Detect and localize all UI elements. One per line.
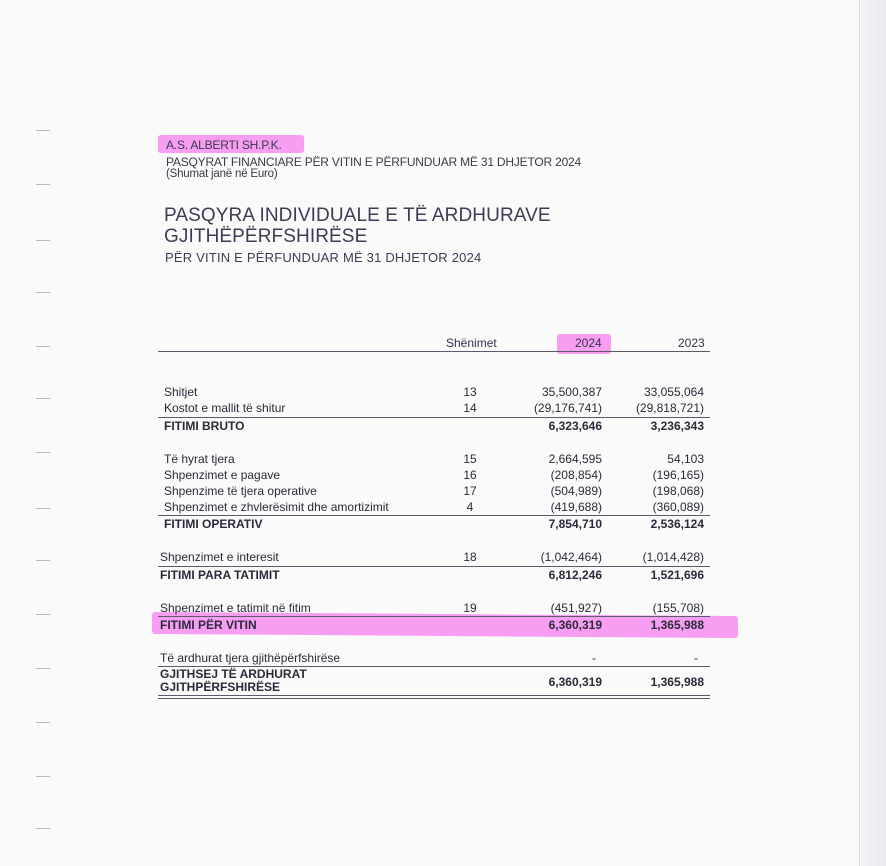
row-rule (158, 417, 710, 418)
row-value-2024: 7,854,710 (548, 517, 602, 531)
total-label-line2: GJITHPËRFSHIRËSE (160, 680, 281, 694)
row-value-2023: 1,521,696 (650, 568, 704, 582)
row-rule (158, 566, 710, 567)
row-label: Të hyrat tjera (164, 452, 235, 466)
total-value-2023: 1,365,988 (650, 675, 704, 689)
row-depreciation (0, 500, 886, 516)
row-value-2024: (29,176,741) (533, 401, 602, 415)
row-note: 19 (463, 601, 477, 615)
row-value-2023: 33,055,064 (643, 385, 704, 399)
row-value-2024: (451,927) (550, 601, 602, 615)
row-note: 4 (466, 500, 474, 514)
row-value-2023: 2,536,124 (650, 517, 704, 531)
total-value-2024: 6,360,319 (548, 675, 602, 689)
row-value-2023: (29,818,721) (635, 401, 704, 415)
row-label: Shpenzimet e pagave (164, 468, 281, 482)
row-label: Kostot e mallit të shitur (164, 401, 286, 415)
statement-title-line2: GJITHËPËRFSHIRËSE (164, 226, 368, 247)
total-rule-top (158, 695, 710, 696)
header-rule (158, 351, 710, 352)
row-profit-before-tax (0, 568, 886, 584)
row-value-2023: 3,236,343 (650, 419, 704, 433)
row-value-2024: (208,854) (550, 468, 602, 482)
total-label-line1: GJITHSEJ TË ARDHURAT (160, 667, 307, 681)
row-label: FITIMI PËR VITIN (160, 618, 257, 632)
row-value-2023: - (694, 651, 698, 665)
row-value-2023: (155,708) (652, 601, 704, 615)
row-note: 17 (463, 484, 477, 498)
row-note: 13 (463, 385, 477, 399)
row-wage-expenses (0, 468, 886, 484)
row-rule (158, 515, 710, 516)
row-value-2024: (504,989) (550, 484, 602, 498)
col-2024-header: 2024 (575, 336, 602, 350)
row-label: Shpenzime të tjera operative (164, 484, 317, 498)
currency-note: (Shumat janë në Euro) (166, 168, 278, 180)
row-label: FITIMI PARA TATIMIT (160, 568, 280, 582)
row-value-2023: (1,014,428) (642, 550, 704, 564)
col-notes-header: Shënimet (446, 336, 497, 350)
row-total-comprehensive-income (0, 667, 886, 697)
row-label: Shpenzimet e interesit (160, 550, 279, 564)
row-label: Shpenzimet e tatimit në fitim (160, 601, 311, 615)
row-label: Shitjet (164, 385, 198, 399)
row-value-2024: (419,688) (550, 500, 602, 514)
row-profit-for-year (0, 618, 886, 634)
row-value-2024: (1,042,464) (540, 550, 602, 564)
row-value-2024: 35,500,387 (541, 385, 602, 399)
row-value-2024: 6,812,246 (548, 568, 602, 582)
row-label: FITIMI OPERATIV (164, 517, 263, 531)
row-note: 15 (463, 452, 477, 466)
company-name: A.S. ALBERTI SH.P.K. (166, 138, 282, 152)
total-rule-bottom (158, 698, 710, 699)
row-value-2024: 2,664,595 (548, 452, 602, 466)
row-rule (158, 616, 710, 617)
row-other-income (0, 452, 886, 468)
row-gross-profit (0, 419, 886, 435)
row-operating-profit (0, 517, 886, 533)
row-value-2024: 6,323,646 (548, 419, 602, 433)
row-note: 14 (463, 401, 477, 415)
row-other-operating-expenses (0, 484, 886, 500)
statement-subtitle: PËR VITIN E PËRFUNDUAR MË 31 DHJETOR 2024 (165, 250, 482, 265)
report-line: PASQYRAT FINANCIARE PËR VITIN E PËRFUNDUAR MË 31 DHJETOR 2024 (166, 155, 582, 169)
row-label: Të ardhurat tjera gjithëpërfshirëse (160, 651, 341, 665)
row-value-2023: 54,103 (667, 452, 704, 466)
row-value-2023: (196,165) (652, 468, 704, 482)
row-value-2024: 6,360,319 (548, 618, 602, 632)
col-2023-header: 2023 (678, 336, 705, 350)
row-income-tax (0, 601, 886, 617)
row-note: 18 (463, 550, 477, 564)
row-value-2024: - (592, 651, 596, 665)
row-interest-expense (0, 550, 886, 566)
row-other-comprehensive-income (0, 651, 886, 667)
row-sales (0, 385, 886, 401)
row-label: FITIMI BRUTO (164, 419, 245, 433)
row-value-2023: (360,089) (652, 500, 704, 514)
row-cost-of-sales (0, 401, 886, 417)
row-label: Shpenzimet e zhvlerësimit dhe amortizimit (164, 500, 389, 514)
row-value-2023: (198,068) (652, 484, 704, 498)
row-value-2023: 1,365,988 (650, 618, 704, 632)
row-note: 16 (463, 468, 477, 482)
statement-title-line1: PASQYRA INDIVIDUALE E TË ARDHURAVE (164, 205, 551, 226)
